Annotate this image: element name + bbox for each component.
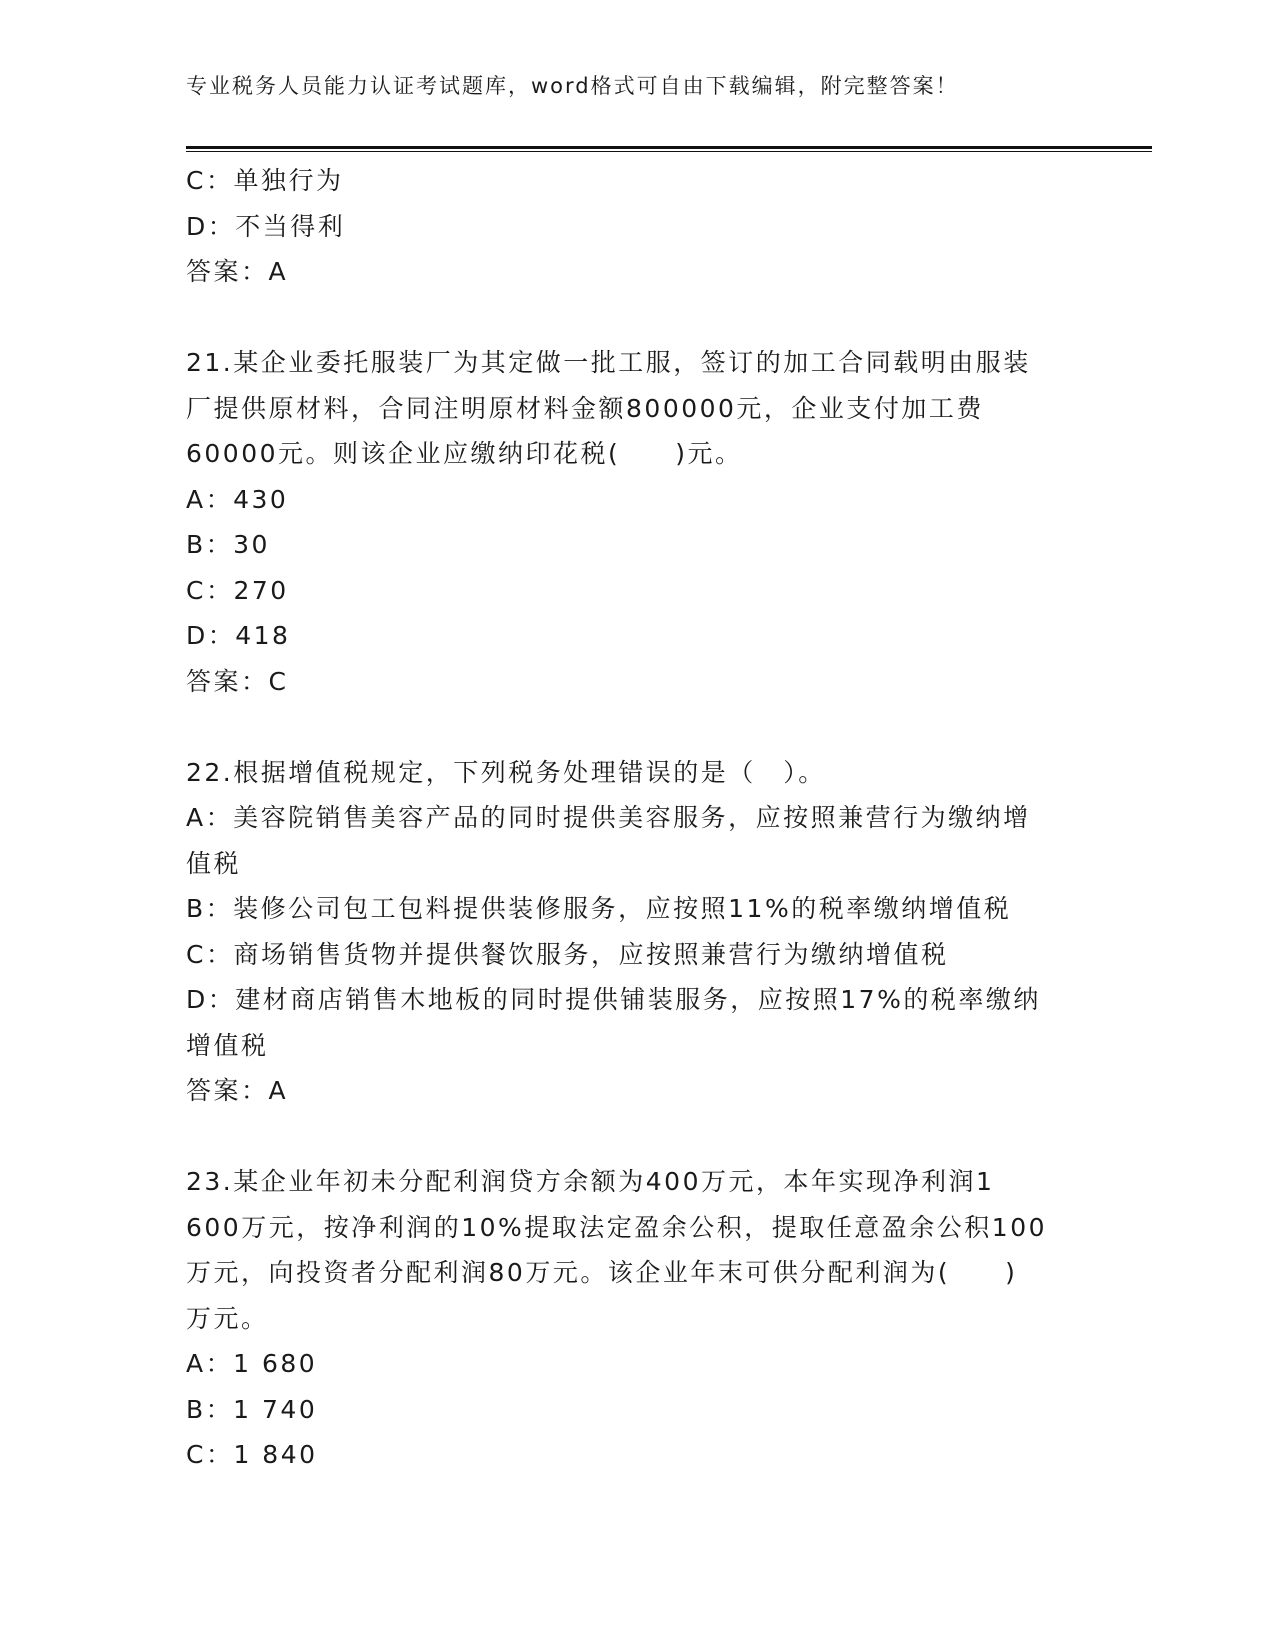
option-line: D：418	[186, 621, 291, 650]
option-line: B：装修公司包工包料提供装修服务，应按照11%的税率缴纳增值税	[186, 894, 1012, 923]
page-header: 专业税务人员能力认证考试题库，word格式可自由下载编辑，附完整答案！	[186, 74, 959, 98]
option-line: D：建材商店销售木地板的同时提供铺装服务，应按照17%的税率缴纳	[186, 985, 1041, 1014]
spacer	[186, 295, 1086, 341]
answer-line: 答案：A	[186, 257, 289, 286]
question-text-line: 21.某企业委托服装厂为其定做一批工服，签订的加工合同载明由服装	[186, 348, 1031, 377]
option-line: C：270	[186, 575, 289, 605]
option-line: 增值税	[186, 1030, 269, 1060]
header-rule-thick	[186, 146, 1152, 149]
question-content	[186, 158, 1086, 1478]
spacer	[186, 704, 1086, 750]
option-line: C：单独行为	[186, 166, 344, 195]
option-line: B：1 740	[186, 1394, 318, 1424]
question-text-line: 万元。	[186, 1303, 269, 1333]
option-line: A：1 680	[186, 1349, 318, 1378]
answer-line: 答案：C	[186, 666, 289, 696]
answer-line: 答案：A	[186, 1076, 289, 1105]
option-line: A：430	[186, 484, 289, 514]
question-text-line: 600万元，按净利润的10%提取法定盈余公积，提取任意盈余公积100	[186, 1212, 1048, 1242]
option-line: D：不当得利	[186, 211, 346, 241]
header-rule-thin	[186, 151, 1152, 152]
option-line: 值税	[186, 848, 242, 878]
option-line: A：美容院销售美容产品的同时提供美容服务，应按照兼营行为缴纳增	[186, 803, 1031, 832]
option-line: B：30	[186, 530, 270, 559]
question-text-line: 23.某企业年初未分配利润贷方余额为400万元，本年实现净利润1	[186, 1167, 995, 1196]
question-text-line: 60000元。则该企业应缴纳印花税( )元。	[186, 439, 743, 468]
question-text-line: 万元，向投资者分配利润80万元。该企业年末可供分配利润为( )	[186, 1258, 1018, 1287]
spacer	[186, 1114, 1086, 1160]
question-text-line: 22.根据增值税规定，下列税务处理错误的是（ ）。	[186, 757, 826, 787]
question-text-line: 厂提供原材料，合同注明原材料金额800000元，企业支付加工费	[186, 393, 984, 423]
option-line: C：1 840	[186, 1440, 318, 1469]
option-line: C：商场销售货物并提供餐饮服务，应按照兼营行为缴纳增值税	[186, 939, 949, 969]
